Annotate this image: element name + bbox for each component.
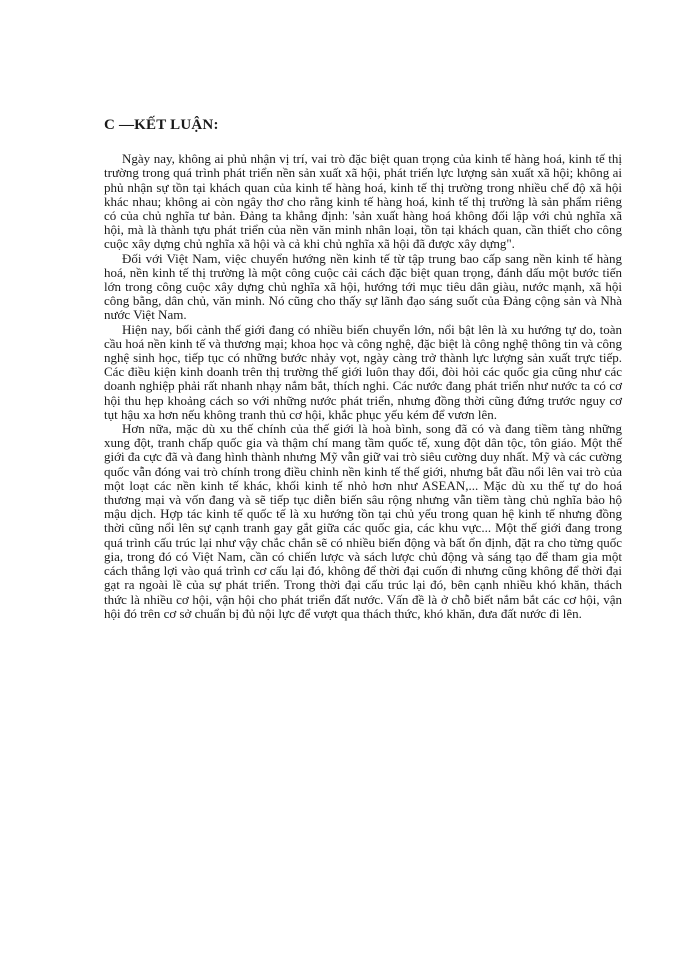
paragraph-4: Hơn nữa, mặc dù xu thế chính của thế giới là hoà bình, song đã có và đang tiềm tàng những xung đột, tranh chấp quốc gia và thậm chí mang tầm quốc tế, xung đột dân tộc, tôn giáo. Một thế giới đa cực đã và đang hình thành nhưng Mỹ vẫn giữ vai trò siêu cường duy nhất. Mỹ và các cường quốc vẫn đóng vai trò chính trong điều chỉnh nền kinh tế thế giới, nhưng bắt đầu nổi lên vai trò của một loạt các nền kinh tế khác, khối kinh tế nhỏ hơn như ASEAN,... Mặc dù xu thế tự do hoá thương mại và vốn đang và sẽ tiếp tục diễn biến sâu rộng nhưng vẫn tiềm tàng chủ nghĩa bảo hộ mậu dịch. Hợp tác kinh tế quốc tế là xu hướng tồn tại chủ yếu trong quan hệ kinh tế nhưng đồng thời cũng nổi lên sự cạnh tranh gay gắt giữa các quốc gia, các khu vực... Một thế giới đang trong quá trình cấu trúc lại như vậy chắc chắn sẽ có nhiều biến động và bất ổn định, đặt ra cho từng quốc gia, trong đó có Việt Nam, cần có chiến lược và sách lược chủ động và sáng tạo để tham gia một cách thắng lợi vào quá trình cơ cấu lại đó, không để thời đại cuốn đi nhưng cũng không để thời đại gạt ra ngoài lề của sự phát triển. Trong thời đại cấu trúc lại đó, bên cạnh nhiều khó khăn, thách thức là nhiều cơ hội, vận hội cho phát triển đất nước. Vấn đề là ở chỗ biết nắm bắt các cơ hội, vận hội đó trên cơ sở chuẩn bị đủ nội lực để vượt qua thách thức, khó khăn, đưa đất nước đi lên. bbox=[104, 421, 622, 621]
paragraph-2: Đối với Việt Nam, việc chuyển hướng nền kinh tế từ tập trung bao cấp sang nền kinh tế hàng hoá, nền kinh tế thị trường là một công cuộc cải cách đặc biệt quan trọng, đánh dấu một bước tiến lớn trong công cuộc xây dựng chủ nghĩa xã hội, hướng tới mục tiêu dân giàu, nước mạnh, xã hội công bằng, dân chủ, văn minh. Nó cũng cho thấy sự lãnh đạo sáng suốt của Đảng cộng sản và Nhà nước Việt Nam. bbox=[104, 250, 622, 323]
document-page bbox=[104, 118, 622, 621]
section-heading: C —KẾT LUẬN: bbox=[104, 117, 219, 133]
paragraph-3: Hiện nay, bối cảnh thế giới đang có nhiều biến chuyển lớn, nổi bật lên là xu hướng tự do, toàn cầu hoá nền kinh tế và thương mại; khoa học và công nghệ, đặc biệt là công nghệ thông tin và công nghệ sinh học, tiếp tục có những bước nhảy vọt, ngày càng trở thành lực lượng sản xuất trực tiếp. Các điều kiện kinh doanh trên thị trường thế giới luôn thay đổi, đòi hỏi các quốc gia cũng như các doanh nghiệp phải rất nhanh nhạy nắm bắt, thích nghi. Các nước đang phát triển như nước ta có cơ hội thu hẹp khoảng cách so với những nước phát triển, nhưng đồng thời cũng đứng trước nguy cơ tụt hậu xa hơn nếu không tranh thủ cơ hội, khắc phục yếu kém để vươn lên. bbox=[104, 321, 622, 422]
paragraph-1: Ngày nay, không ai phủ nhận vị trí, vai trò đặc biệt quan trọng của kinh tế hàng hoá, kinh tế thị trường trong quá trình phát triển nền sản xuất xã hội, phát triển lực lượng sản xuất xã hội; không ai phủ nhận sự tồn tại khách quan của kinh tế hàng hoá, kinh tế thị trường trong nhiều chế độ xã hội khác nhau; không ai còn ngây thơ cho rằng kinh tế hàng hoá, kinh tế thị trường là sản phẩm riêng có của chủ nghĩa tư bản. Đảng ta khẳng định: 'sản xuất hàng hoá không đối lập với chủ nghĩa xã hội, mà là thành tựu phát triển của nền văn minh nhân loại, tồn tại khách quan, cần thiết cho công cuộc xây dựng chủ nghĩa xã hội và cả khi chủ nghĩa xã hội đã được xây dựng". bbox=[104, 151, 622, 252]
